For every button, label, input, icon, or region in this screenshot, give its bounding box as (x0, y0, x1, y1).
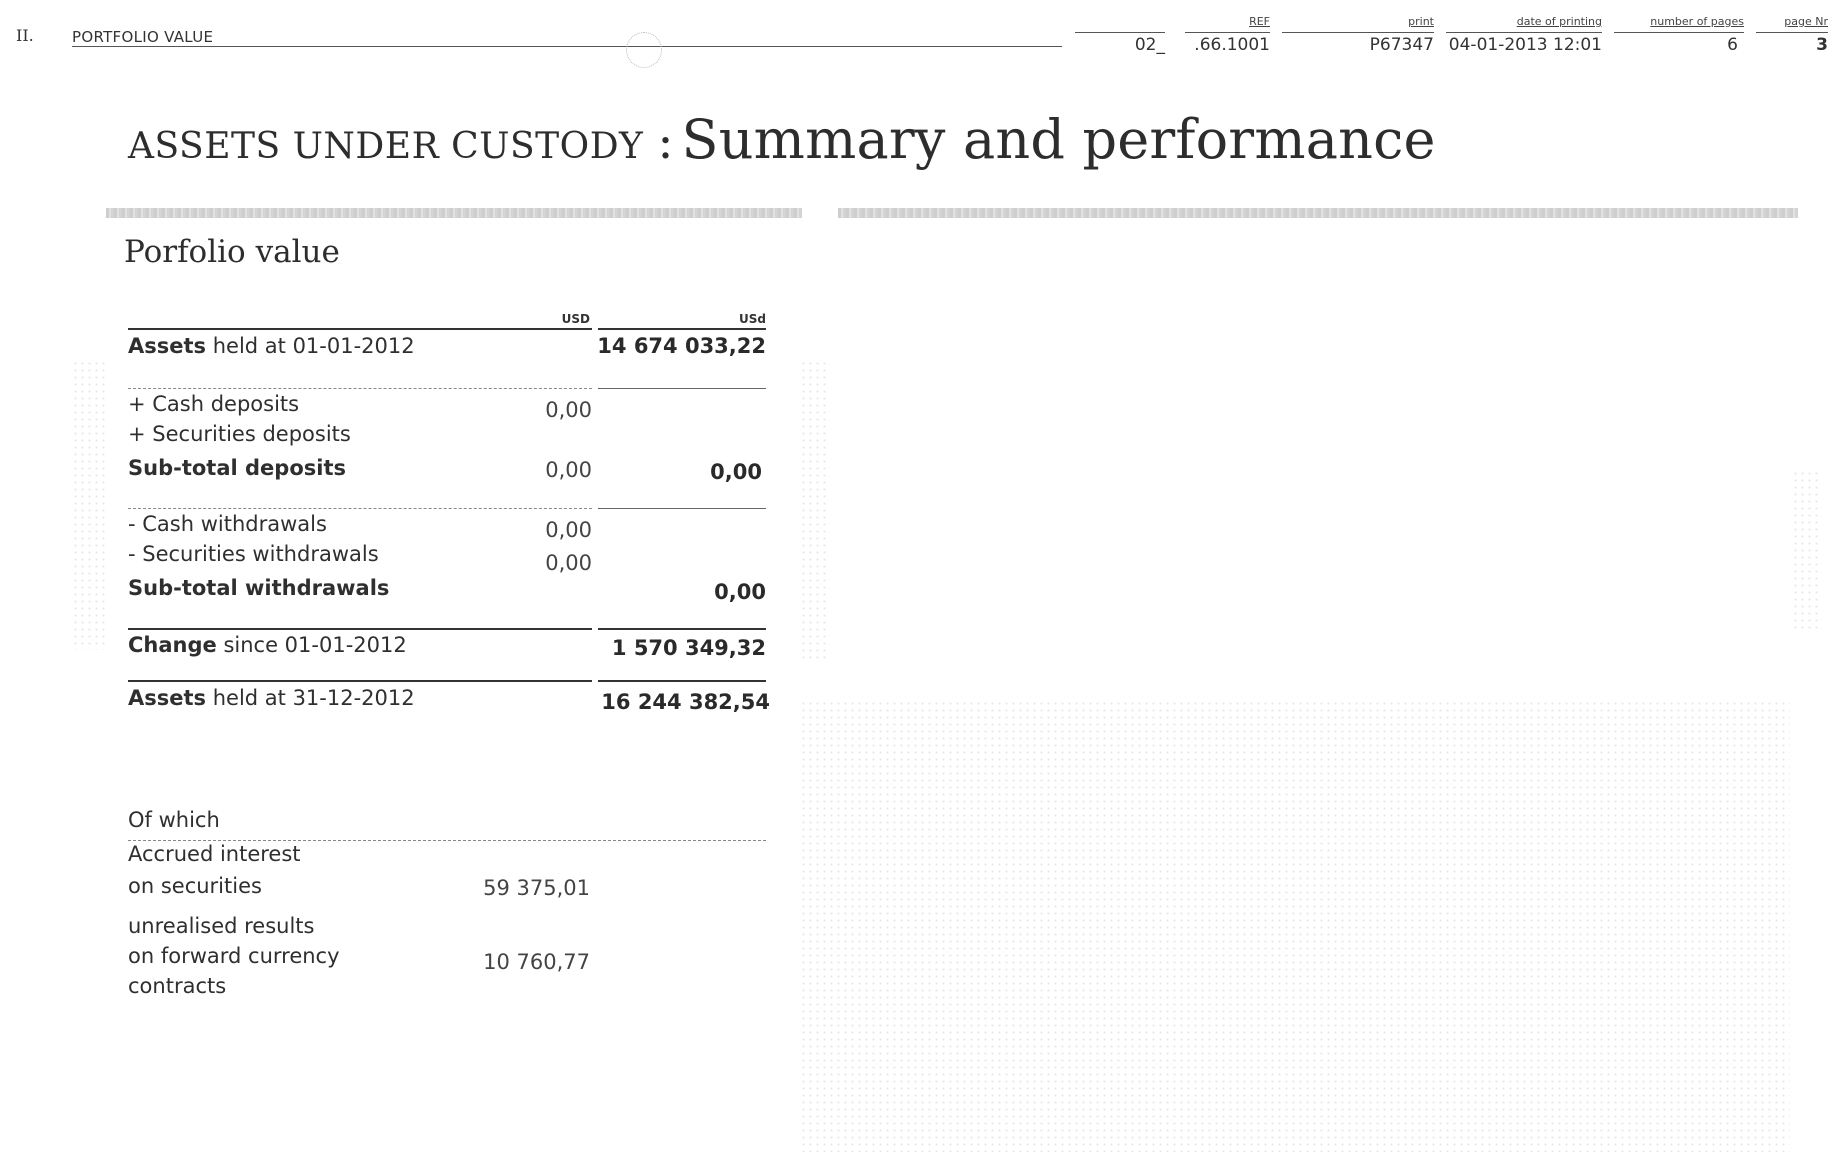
section-number: II. (16, 26, 34, 45)
ref-value: .66.1001 (1194, 35, 1270, 55)
subtotal-withdrawals-label: Sub-total withdrawals (128, 576, 390, 600)
subtotal-deposits-label: Sub-total deposits (128, 456, 346, 480)
print-field (1282, 15, 1434, 55)
rule-end-right (598, 680, 766, 682)
page-title-prefix: ASSETS UNDER CUSTODY (128, 126, 644, 167)
ref-field (1185, 15, 1270, 55)
title-band-right (838, 208, 1798, 218)
page-nr-label: page Nr (1784, 15, 1828, 28)
pages-value: 6 (1727, 35, 1738, 55)
rule-deposits-right (598, 388, 766, 389)
page-title-main: Summary and performance (681, 108, 1436, 171)
assets-end-label-bold: Assets (128, 686, 207, 710)
cash-deposits-value: 0,00 (545, 398, 592, 422)
cash-deposits-label: + Cash deposits (128, 392, 300, 416)
assets-start-label-bold: Assets (128, 334, 207, 358)
page-title-separator: : (657, 114, 674, 170)
assets-end-label (128, 686, 415, 710)
cash-withdrawals-label: - Cash withdrawals (128, 512, 327, 536)
subtotal-deposits-value: 0,00 (545, 458, 592, 482)
assets-end-label-rest: held at 31-12-2012 (206, 686, 415, 710)
print-value: P67347 (1369, 35, 1434, 55)
assets-start-label-rest: held at 01-01-2012 (206, 334, 415, 358)
unrealised-results-line3: contracts (128, 974, 227, 998)
ref-label: REF (1249, 15, 1270, 28)
unrealised-results-line2: on forward currency (128, 944, 340, 968)
change-total: 1 570 349,32 (611, 636, 766, 660)
title-band-left (106, 208, 802, 218)
pages-label: number of pages (1650, 15, 1744, 28)
date-label: date of printing (1516, 15, 1602, 28)
assets-start-label (128, 334, 415, 358)
print-label: print (1408, 15, 1434, 28)
accrued-interest-line2: on securities (128, 874, 262, 898)
rule-end-left (128, 680, 592, 682)
of-which-heading: Of which (128, 808, 220, 832)
rule-change-right (598, 628, 766, 630)
section-underline (72, 46, 1062, 47)
securities-withdrawals-value: 0,00 (545, 551, 592, 575)
assets-start-total: 14 674 033,22 (597, 334, 766, 358)
pages-field (1614, 15, 1744, 55)
rule-withdrawals-left (128, 508, 592, 509)
seal-stamp (626, 32, 662, 68)
section-title: PORTFOLIO VALUE (72, 28, 214, 46)
unrealised-results-line1: unrealised results (128, 914, 315, 938)
rule-change-left (128, 628, 592, 630)
securities-withdrawals-label: - Securities withdrawals (128, 542, 379, 566)
accrued-interest-value: 59 375,01 (483, 876, 590, 900)
accrued-interest-line1: Accrued interest (128, 842, 301, 866)
header-rule-right (598, 328, 766, 330)
rule-withdrawals-right (598, 508, 766, 509)
scan-speckle-edge (1792, 470, 1822, 630)
section-heading: Porfolio value (124, 234, 340, 270)
scan-speckle-left (72, 360, 106, 650)
change-label-rest: since 01-01-2012 (216, 633, 407, 657)
page-nr-value: 3 (1816, 35, 1828, 55)
page-nr-field (1756, 15, 1828, 55)
ref-prefix-field (1075, 32, 1165, 55)
date-value: 04-01-2013 12:01 (1448, 35, 1602, 55)
assets-end-total: 16 244 382,54 (601, 690, 770, 714)
unrealised-results-value: 10 760,77 (483, 950, 590, 974)
column-header-usd-total: USd (739, 312, 766, 326)
change-label (128, 633, 407, 657)
change-label-bold: Change (128, 633, 217, 657)
scan-speckle-mid (800, 360, 830, 660)
subtotal-withdrawals-total: 0,00 (714, 580, 766, 604)
ref-prefix-value: 02_ (1134, 35, 1165, 55)
rule-deposits-left (128, 388, 592, 389)
page-title (128, 108, 1436, 171)
of-which-rule (128, 840, 766, 841)
date-field (1446, 15, 1602, 55)
cash-withdrawals-value: 0,00 (545, 518, 592, 542)
header-rule-left (128, 328, 592, 330)
securities-deposits-label: + Securities deposits (128, 422, 351, 446)
scan-speckle-right (800, 700, 1790, 1152)
subtotal-deposits-total: 0,00 (710, 460, 762, 484)
column-header-usd: USD (561, 312, 590, 326)
